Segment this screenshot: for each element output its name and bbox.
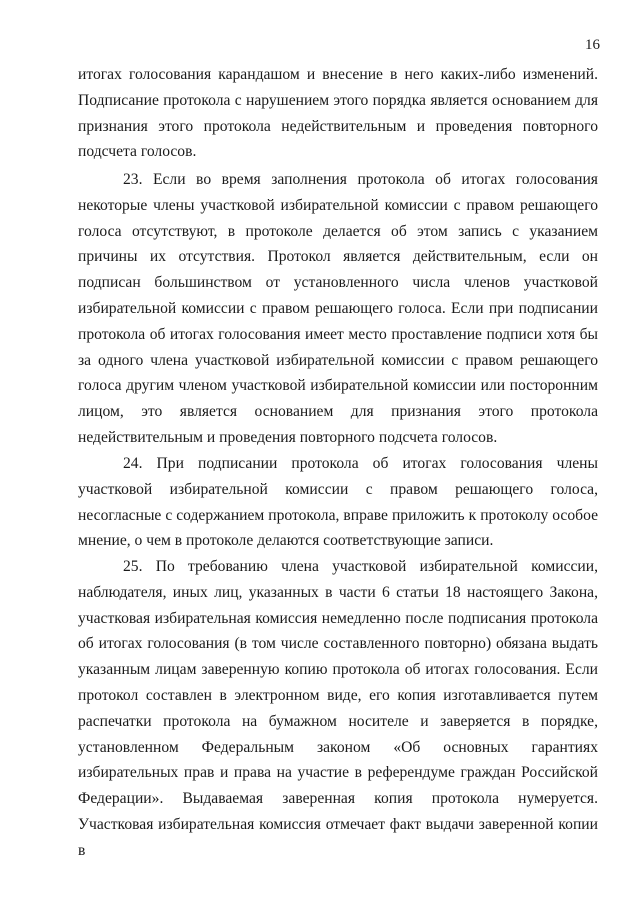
paragraph-item-24: 24. При подписании протокола об итогах голосования члены участковой избирательной комиссии с правом решающего голоса, несогласные с содержанием протокола, вправе приложить к протоколу особое мнение, о чем в протоколе делаются соответствующие записи.: [78, 455, 598, 550]
page-number: 16: [585, 37, 600, 53]
paragraph-continuation: итогах голосования карандашом и внесение в него каких-либо изменений. Подписание протокола с нарушением этого порядка является основанием для признания этого протокола недействительным и проведения повторного подсчета голосов.: [78, 66, 598, 161]
paragraph-item-25: 25. По требованию члена участковой избирательной комиссии, наблюдателя, иных лиц, указанных в части 6 статьи 18 настоящего Закона, участковая избирательная комиссия немедленно после подписания протокола об итогах голосования (в том числе составленного повторно) обязана выдать указанным лицам заверенную копию протокола об итогах голосования. Если протокол составлен в электронном виде, его копия изготавливается путем распечатки протокола на бумажном носителе и заверяется в порядке, установленном Федеральным законом «Об основных гарантиях избирательных прав и права на участие в референдуме граждан Российской Федерации». Выдаваемая заверенная копия протокола нумеруется. Участковая избирательная комиссия отмечает факт выдачи заверенной копии в: [78, 558, 598, 859]
paragraph-item-23: 23. Если во время заполнения протокола об итогах голосования некоторые члены участковой избирательной комиссии с правом решающего голоса отсутствуют, в протоколе делается об этом запись с указанием причины их отсутствия. Протокол является действительным, если он подписан большинством от установленного числа членов участковой избирательной комиссии с правом решающего голоса. Если при подписании протокола об итогах голосования имеет место проставление подписи хотя бы за одного члена участковой избирательной комиссии с правом решающего голоса другим членом участковой избирательной комиссии или посторонним лицом, это является основанием для признания этого протокола недействительным и проведения повторного подсчета голосов.: [78, 171, 598, 446]
